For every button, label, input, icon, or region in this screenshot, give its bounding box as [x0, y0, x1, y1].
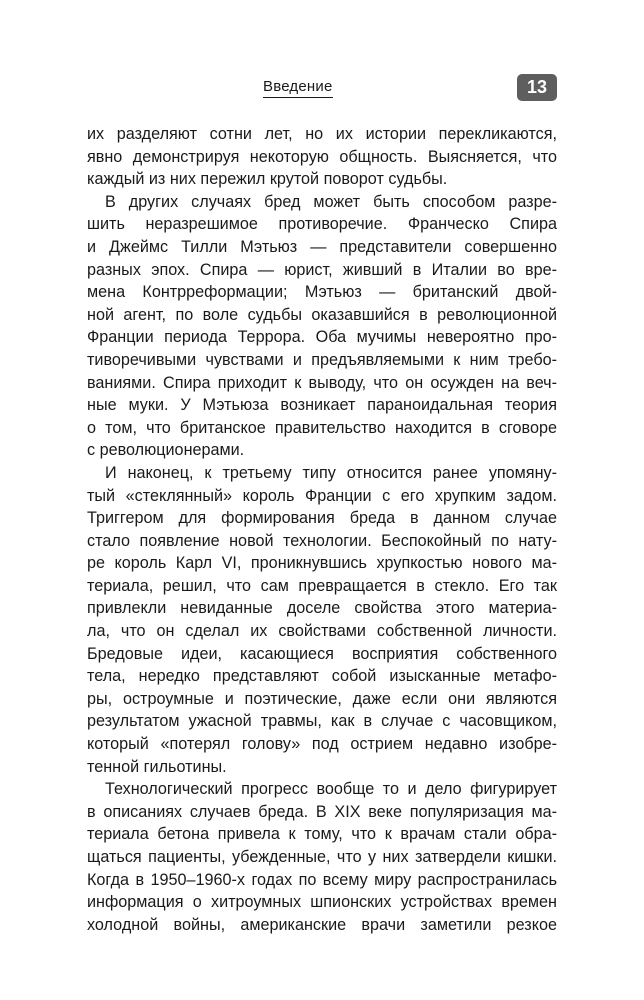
- body-text: [87, 123, 557, 936]
- paragraph: [87, 191, 557, 462]
- text-line: с революционерами.: [87, 441, 245, 460]
- paragraph: [87, 462, 557, 778]
- text-line: каждый из них пережил крутой поворот судьбы.: [87, 170, 448, 189]
- text-line: холодной войны, американские врачи заметили резкое: [87, 915, 557, 934]
- paragraph: [87, 778, 557, 936]
- text-line: Технологический прогресс вообще то и дело фигурирует: [105, 780, 557, 799]
- text-line: тела, нередко представляют собой изысканные метафо-: [87, 667, 557, 686]
- text-line: тый «стеклянный» король Франции с его хрупким задом.: [87, 486, 557, 505]
- text-line: Когда в 1950–1960-х годах по всему миру распространилась: [87, 870, 557, 889]
- running-head: Введение: [263, 78, 333, 98]
- text-line: ваниями. Спира приходит к выводу, что он осужден на веч-: [87, 373, 557, 392]
- text-line: шить неразрешимое противоречие. Франческо Спира: [87, 215, 557, 234]
- page-header: [0, 74, 644, 104]
- text-line: привлекли невиданные доселе свойства этого материа-: [87, 599, 557, 618]
- text-line: териала бетона привела к тому, что к врачам стали обра-: [87, 825, 557, 844]
- text-line: Триггером для формирования бреда в данном случае: [87, 509, 557, 528]
- text-line: ры, остроумные и поэтические, даже если они являются: [87, 689, 557, 708]
- text-line: В других случаях бред может быть способом разре-: [105, 192, 557, 211]
- text-line: Франции периода Террора. Оба мучимы невероятно про-: [87, 328, 557, 347]
- text-line: о том, что британское правительство находится в сговоре: [87, 418, 557, 437]
- text-line: ла, что он сделал их свойствами собственной личности.: [87, 622, 557, 641]
- text-line: информация о хитроумных шпионских устройствах времен: [87, 893, 557, 912]
- text-line: ре король Карл VI, проникнувшись хрупкостью нового ма-: [87, 554, 557, 573]
- paragraph: [87, 123, 557, 191]
- page-number-badge: 13: [517, 74, 557, 101]
- text-line: тиворечивыми чувствами и предъявляемыми к ним требо-: [87, 350, 557, 369]
- text-line: и Джеймс Тилли Мэтьюз — представители совершенно: [87, 237, 557, 256]
- text-line: тенной гильотины.: [87, 757, 227, 776]
- text-line: ные муки. У Мэтьюза возникает параноидальная теория: [87, 396, 557, 415]
- text-line: териала, решил, что сам превращается в стекло. Его так: [87, 576, 557, 595]
- text-line: ной агент, по воле судьбы оказавшийся в революционной: [87, 305, 557, 324]
- text-line: результатом ужасной травмы, как в случае с часовщиком,: [87, 712, 557, 731]
- text-line: И наконец, к третьему типу относится ранее упомяну-: [105, 463, 557, 482]
- text-line: который «потерял голову» под острием недавно изобре-: [87, 735, 557, 754]
- text-line: явно демонстрируя некоторую общность. Выясняется, что: [87, 147, 557, 166]
- text-line: щаться пациенты, убежденные, что у них затвердели кишки.: [87, 848, 557, 866]
- text-line: Бредовые идеи, касающиеся восприятия собственного: [87, 644, 557, 663]
- text-line: мена Контрреформации; Мэтьюз — британский двой-: [87, 283, 557, 302]
- text-line: в описаниях случаев бреда. В XIX веке популяризация ма-: [87, 802, 557, 821]
- text-line: разных эпох. Спира — юрист, живший в Италии во вре-: [87, 260, 557, 279]
- text-line: стало появление новой технологии. Беспокойный по нату-: [87, 531, 557, 550]
- text-line: их разделяют сотни лет, но их истории перекликаются,: [87, 125, 557, 143]
